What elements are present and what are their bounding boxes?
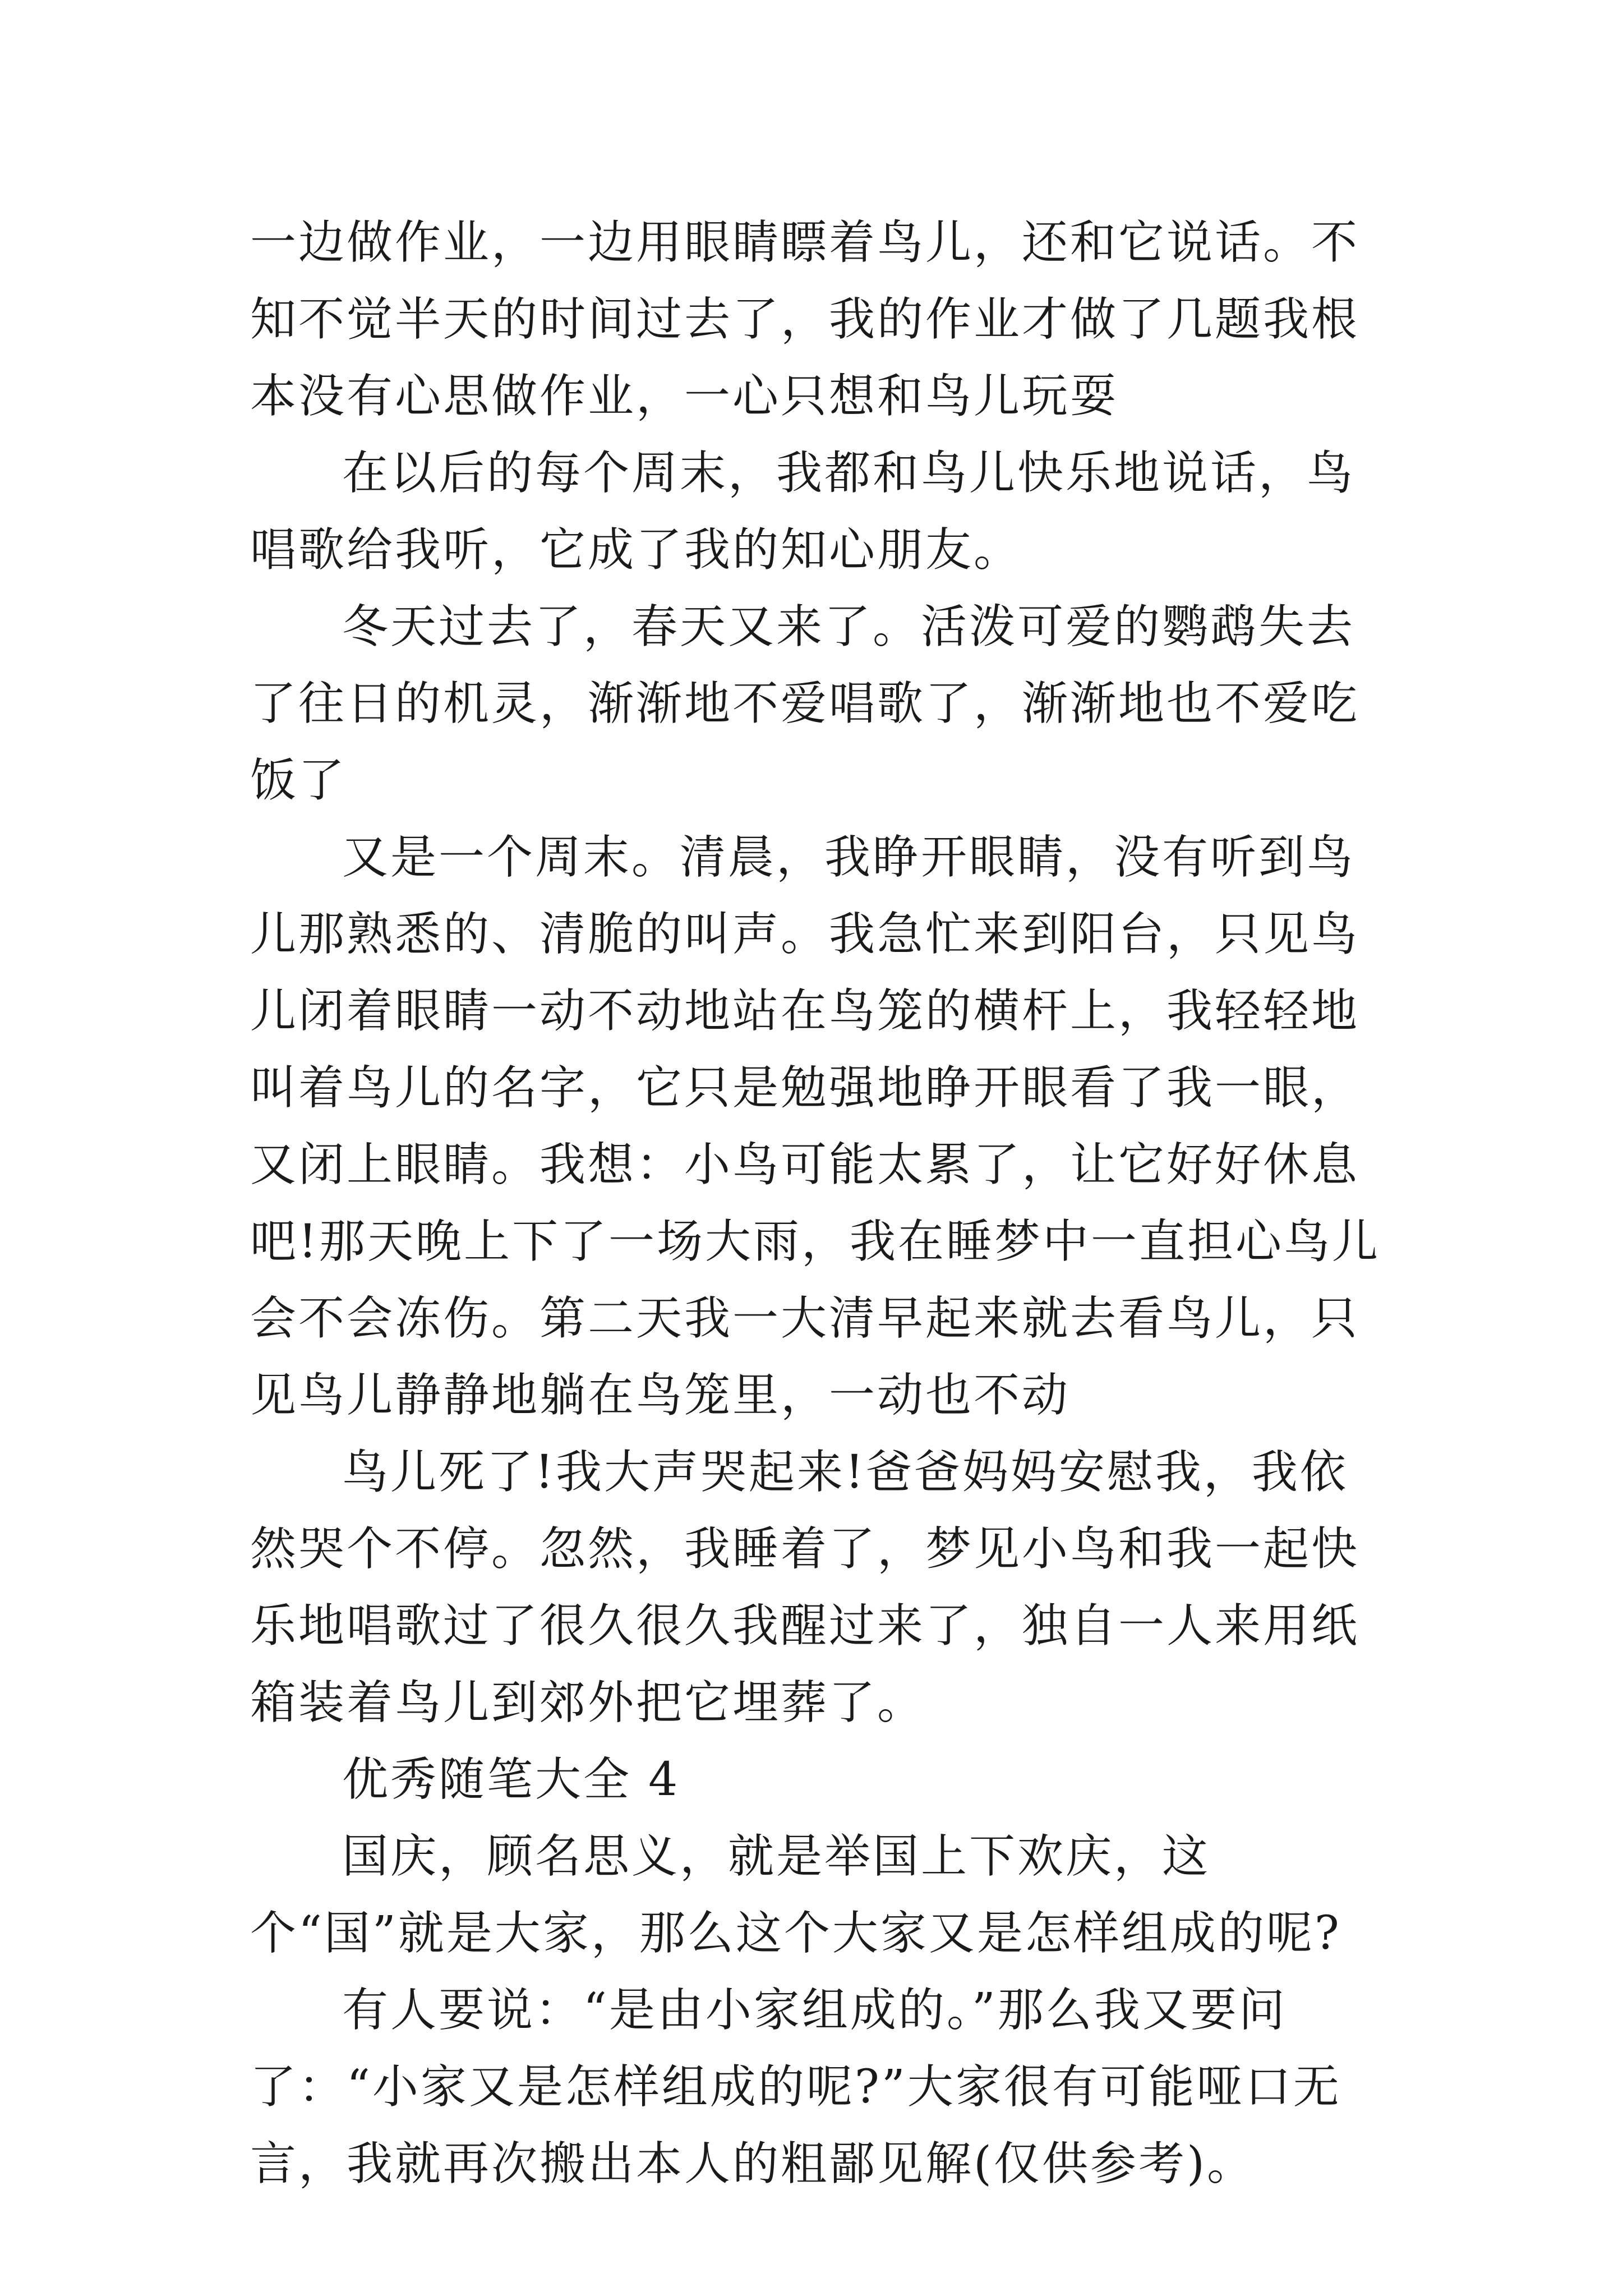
paragraph-7: 有人要说：“是由小家组成的。”那么我又要问了：“小家又是怎样组成的呢?”大家很有可能哑口无言，我就再次搬出本人的粗鄙见解(仅供参考)。 [250, 1984, 1341, 2191]
paragraph-3: 冬天过去了，春天又来了。活泼可爱的鹦鹉失去了往日的机灵，渐渐地不爱唱歌了，渐渐地也不爱吃饭了 [250, 600, 1360, 807]
paragraph-6: 国庆，顾名思义，就是举国上下欢庆，这个“国”就是大家，那么这个大家又是怎样组成的呢? [250, 1830, 1341, 1960]
paragraph-4: 又是一个周末。清晨，我睁开眼睛，没有听到鸟儿那熟悉的、清脆的叫声。我急忙来到阳台，只见鸟儿闭着眼睛一动不动地站在鸟笼的横杆上，我轻轻地叫着鸟儿的名字，它只是勉强地睁开眼看了我一眼，又闭上眼睛。我想：小鸟可能太累了，让它好好休息吧!那天晚上下了一场大雨，我在睡梦中一直担心鸟儿会不会冻伤。第二天我一大清早起来就去看鸟儿，只见鸟儿静静地躺在鸟笼里，一动也不动 [250, 831, 1380, 1422]
paragraph-1: 一边做作业，一边用眼睛瞟着鸟儿，还和它说话。不知不觉半天的时间过去了，我的作业才做了几题我根本没有心思做作业，一心只想和鸟儿玩耍 [250, 216, 1360, 423]
paragraph-2: 在以后的每个周末，我都和鸟儿快乐地说话，鸟唱歌给我听，它成了我的知心朋友。 [250, 447, 1355, 577]
paragraph-5: 鸟儿死了!我大声哭起来!爸爸妈妈安慰我，我依然哭个不停。忽然，我睡着了，梦见小鸟和我一起快乐地唱歌过了很久很久我醒过来了，独自一人来用纸箱装着鸟儿到郊外把它埋葬了。 [250, 1446, 1360, 1729]
document-body [250, 204, 1389, 2202]
section-heading: 优秀随笔大全 4 [342, 1753, 680, 1806]
